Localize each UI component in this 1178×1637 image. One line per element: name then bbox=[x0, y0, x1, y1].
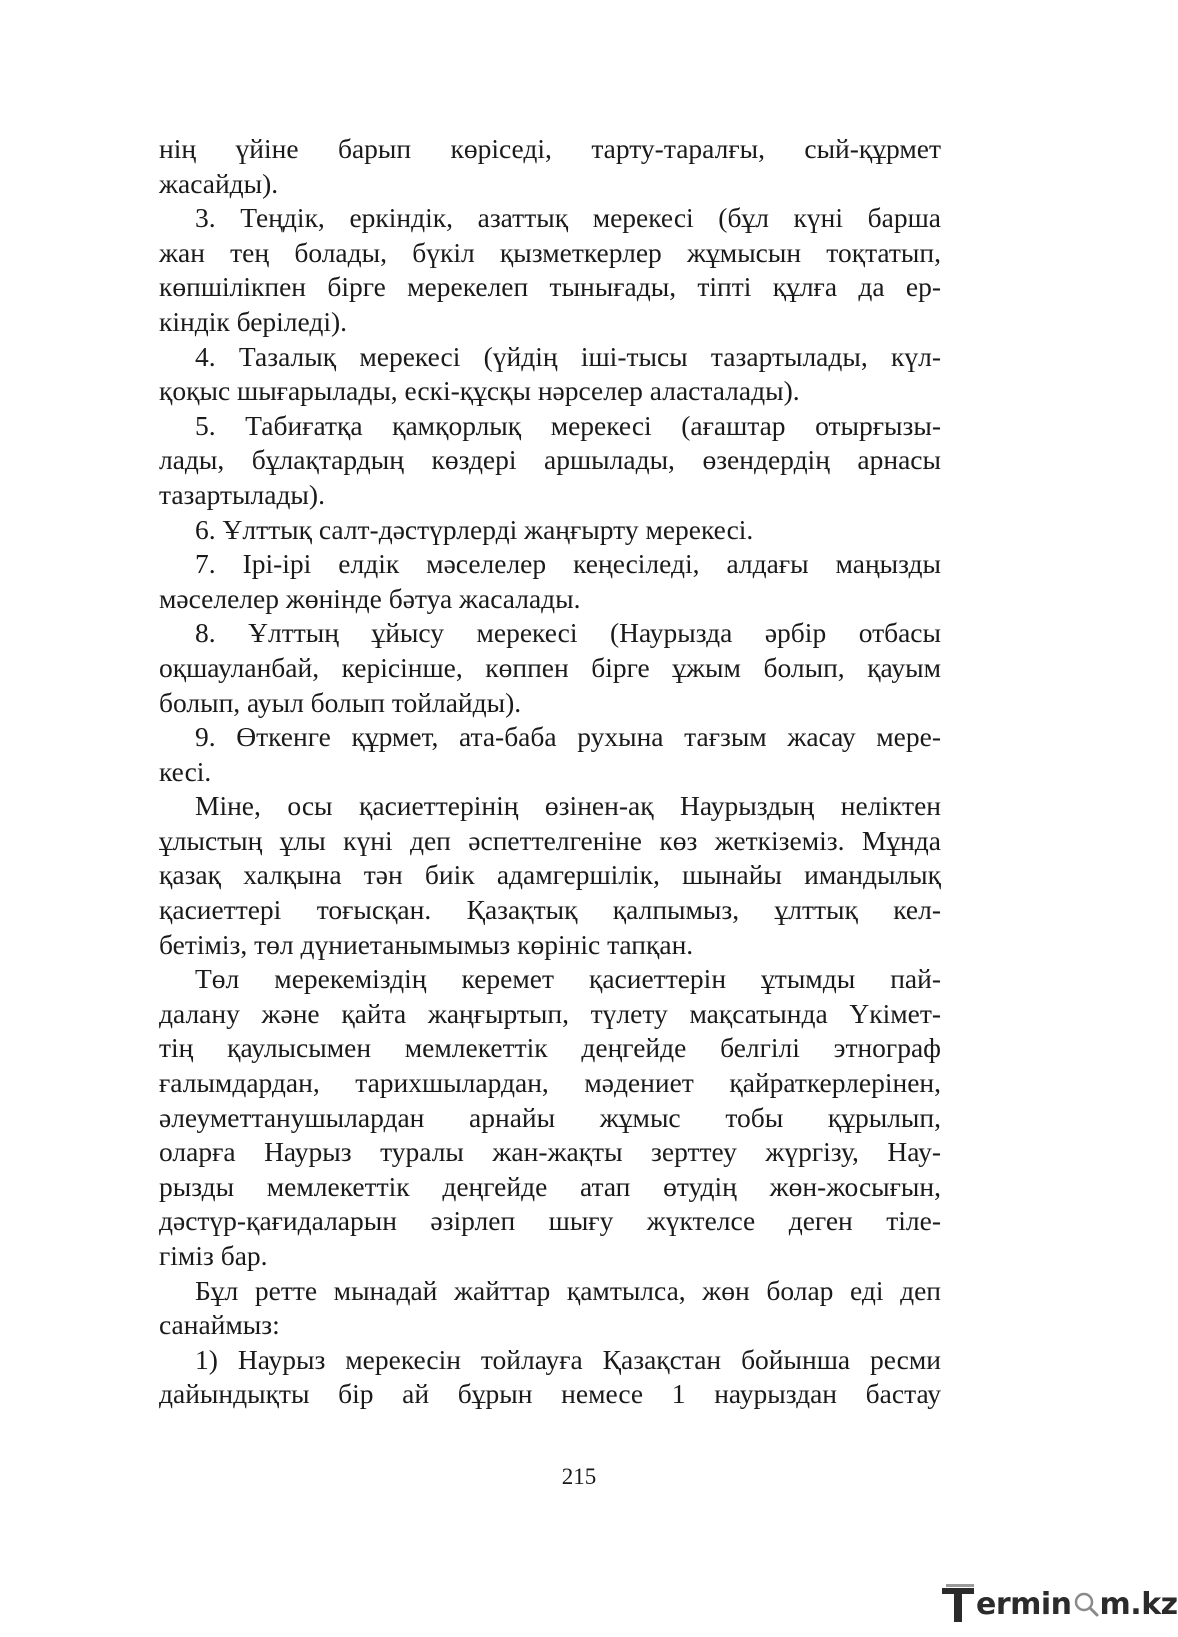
text-line: дәстүр-қағидаларын әзірлеп шығу жүктелсе деген тіле- bbox=[159, 1205, 941, 1237]
terminkom-watermark bbox=[942, 1580, 1178, 1628]
watermark-text-part2: m.kz bbox=[1099, 1586, 1178, 1622]
watermark-logo-letter bbox=[942, 1584, 974, 1624]
text-line: қоқыс шығарылады, ескі-құсқы нәрселер аласталады). bbox=[159, 375, 800, 407]
text-line: гіміз бар. bbox=[159, 1240, 268, 1271]
text-line: ұлыстың ұлы күні деп әспеттелгеніне көз жеткіземіз. Мұнда bbox=[159, 824, 941, 856]
text-line: 4. Тазалық мерекесі (үйдің іші-тысы тазартылады, күл- bbox=[195, 340, 941, 372]
text-line: мәселелер жөнінде бәтуа жасалады. bbox=[159, 582, 581, 614]
text-line: тің қаулысымен мемлекеттік деңгейде белгілі этнограф bbox=[159, 1032, 941, 1064]
search-icon bbox=[1073, 1591, 1099, 1617]
text-line: қасиеттері тоғысқан. Қазақтық қалпымыз, ұлттық кел- bbox=[159, 894, 941, 926]
text-line: Бұл ретте мынадай жайттар қамтылса, жөн болар еді деп bbox=[195, 1274, 941, 1306]
text-line: 6. Ұлттық салт-дәстүрлерді жаңғырту мерекесі. bbox=[195, 513, 754, 545]
text-line: жасайды). bbox=[159, 167, 279, 199]
text-line: қазақ халқына тән биік адамгершілік, шынайы имандылық bbox=[159, 859, 941, 891]
text-line: кесі. bbox=[159, 755, 212, 787]
text-line: рызды мемлекеттік деңгейде атап өтудің жөн-жосығын, bbox=[159, 1170, 941, 1202]
text-line: 8. Ұлттың ұйысу мерекесі (Наурызда әрбір отбасы bbox=[195, 617, 941, 649]
text-line: Төл мерекеміздің керемет қасиеттерін ұтымды пай- bbox=[195, 963, 941, 995]
text-line: жан тең болады, бүкіл қызметкерлер жұмысын тоқтатып, bbox=[159, 236, 941, 268]
text-line: 9. Өткенге құрмет, ата-баба рухына тағзым жасау мере- bbox=[195, 721, 941, 753]
text-line: 7. Ірі-ірі елдік мәселелер кеңесіледі, алдағы маңызды bbox=[195, 548, 941, 580]
page-number: 215 bbox=[561, 1464, 597, 1489]
text-line: тазартылады). bbox=[159, 478, 325, 510]
text-line: 1) Наурыз мерекесін тойлауға Қазақстан бойынша ресми bbox=[195, 1343, 941, 1375]
text-line: ғалымдардан, тарихшылардан, мәдениет қайраткерлерінен, bbox=[159, 1067, 941, 1099]
text-line: 3. Теңдік, еркіндік, азаттық мерекесі (бұл күні барша bbox=[195, 202, 941, 234]
watermark-text-part1: ermin bbox=[976, 1586, 1072, 1622]
text-line: кіндік беріледі). bbox=[159, 305, 348, 337]
body-text bbox=[159, 132, 941, 1412]
text-line: көпшілікпен бірге мерекелеп тынығады, тіпті құлға да ер- bbox=[159, 271, 941, 303]
text-line: оқшауланбай, керісінше, көппен бірге ұжым болып, қауым bbox=[159, 651, 941, 683]
text-line: болып, ауыл болып тойлайды). bbox=[159, 686, 522, 718]
text-line: далану және қайта жаңғыртып, түлету мақсатында Үкімет- bbox=[159, 997, 941, 1029]
text-line: лады, бұлақтардың көздері аршылады, өзендердің арнасы bbox=[159, 444, 941, 476]
text-line: 5. Табиғатқа қамқорлық мерекесі (ағаштар отырғызы- bbox=[195, 409, 941, 441]
text-line: бетіміз, төл дүниетанымымыз көрініс тапқан. bbox=[159, 928, 694, 960]
text-line: оларға Наурыз туралы жан-жақты зерттеу жүргізу, Нау- bbox=[159, 1136, 941, 1168]
text-line: нің үйіне барып көріседі, тарту-таралғы, сый-құрмет bbox=[159, 133, 941, 164]
text-line: әлеуметтанушылардан арнайы жұмыс тобы құрылып, bbox=[159, 1101, 941, 1133]
text-line: дайындықты бір ай бұрын немесе 1 наурыздан бастау bbox=[159, 1378, 941, 1410]
text-line: Міне, осы қасиеттерінің өзінен-ақ Наурыздың неліктен bbox=[195, 790, 941, 822]
text-line: санаймыз: bbox=[159, 1309, 280, 1341]
